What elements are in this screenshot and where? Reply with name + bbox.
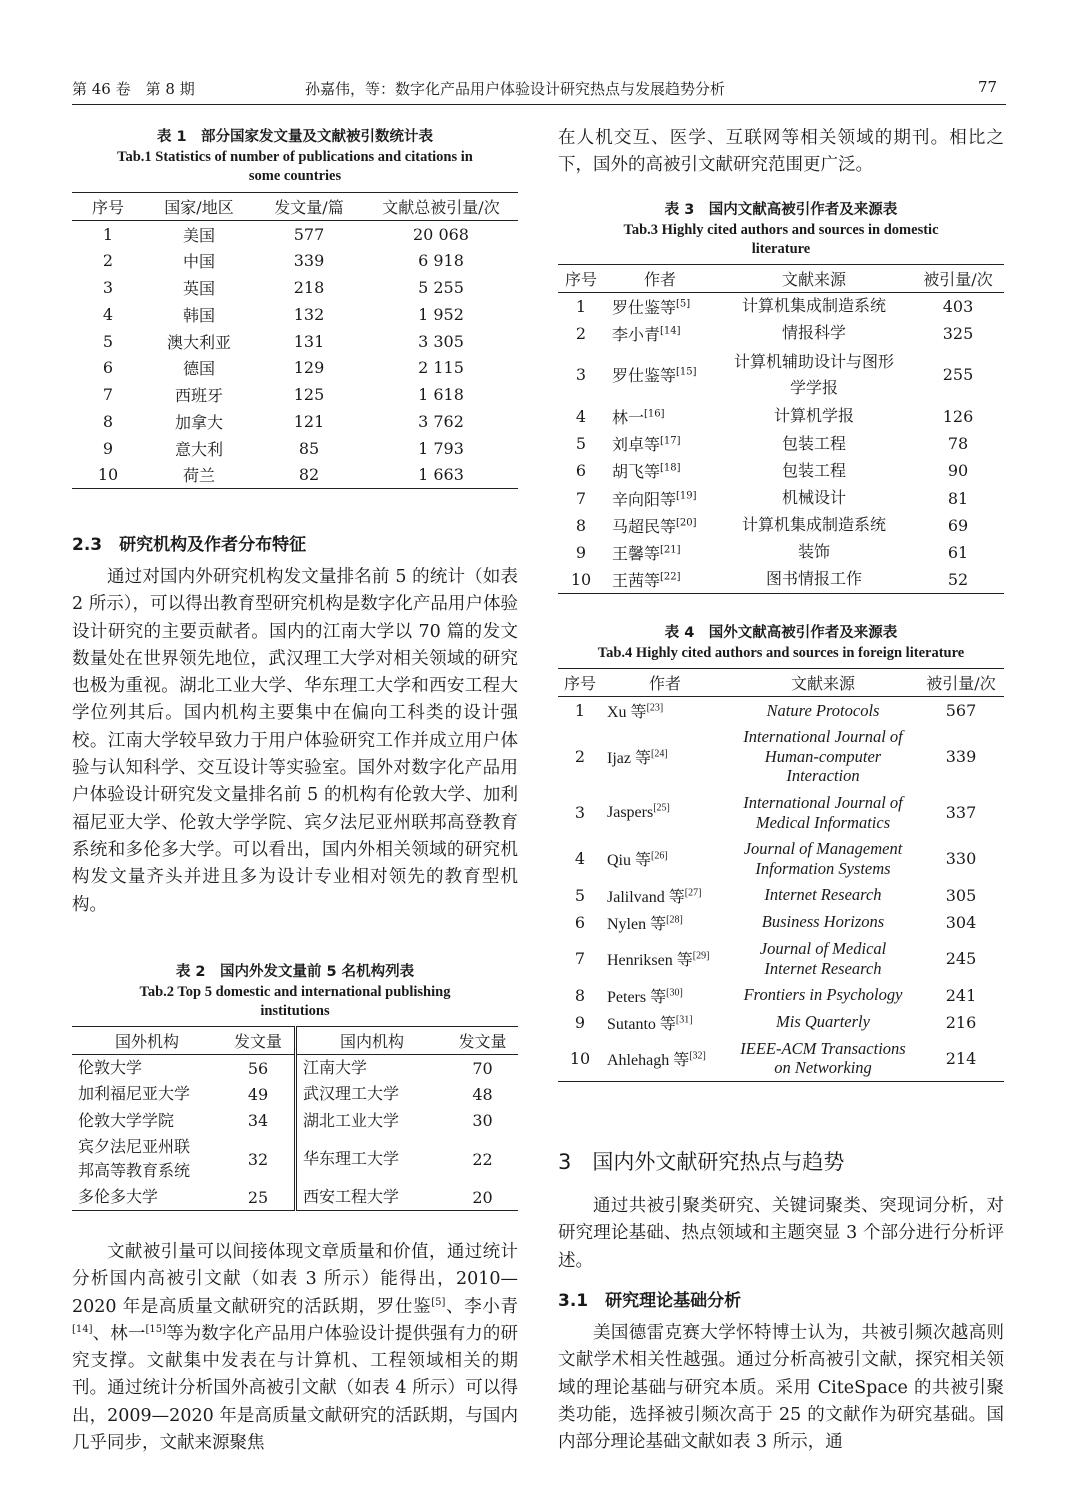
table4-cell-index: 3 xyxy=(574,803,586,822)
citation-text: 、林一 xyxy=(92,1323,146,1344)
reference-mark: [31] xyxy=(675,1014,693,1026)
table2-cell: 70 xyxy=(472,1058,493,1078)
reference-mark: [26] xyxy=(651,850,668,862)
paragraph-institutions: 通过对国内外研究机构发文量排名前 5 的统计（如表 2 所示），可以得出教育型研究机构是数字化产品用户体验设计研究的主要贡献者。国内的江南大学以 70 篇的发文数量处在世界领先地位，武汉理工大学对相关领域的研究也极为重视。湖北工业大学、华东理工大学和西安工程大学位列其后。国内机构主要集中在偏向工科类的设计强校。江南大学较早致力于用户体验研究工作并成立用户体验与认知科学、交互设计等实验室。国外对数字化产品用户体验设计研究发文量排名前 5 的机构有伦敦大学、加利福尼亚大学、伦敦大学学院、宾夕法尼亚州联邦高登教育系统和多伦多大学。可以看出，国内外相关领域的研究机构发文量齐头并进且多为设计专业相对领先的教育型机构。 xyxy=(72,567,518,915)
reference-mark: [14] xyxy=(72,1324,93,1336)
table3-cell-source: 计算机辅助设计与图形学学报 xyxy=(734,351,895,397)
table2-cell: 华东理工大学 xyxy=(296,1134,448,1184)
table3-cell-index: 7 xyxy=(575,488,587,508)
table-row xyxy=(72,1055,518,1082)
table1-cell: 6 xyxy=(102,358,114,378)
table-row xyxy=(72,1081,518,1108)
table2-cell: 加利福尼亚大学 xyxy=(78,1084,191,1104)
table2-cell: 30 xyxy=(472,1111,493,1131)
table3-cell-index: 5 xyxy=(575,434,587,454)
author-name: 林一 xyxy=(612,407,645,427)
running-header-title: 孙嘉伟，等：数字化产品用户体验设计研究热点与发展趋势分析 xyxy=(305,80,726,98)
table4-block xyxy=(558,623,1004,1082)
author-name: Ijaz 等 xyxy=(607,750,651,767)
table3-cell-cites: 255 xyxy=(942,365,974,385)
table3-cell-source: 机械设计 xyxy=(781,488,846,508)
table-row xyxy=(72,381,518,408)
table4-cell-cites: 216 xyxy=(945,1012,977,1032)
table3-cell-cites: 325 xyxy=(942,323,974,343)
table3-cell-index: 8 xyxy=(575,515,587,535)
table2-cell: 49 xyxy=(247,1084,269,1104)
table1-cell: 1 952 xyxy=(418,304,464,324)
table4-cell-author xyxy=(602,697,728,724)
table-row xyxy=(72,301,518,328)
table-row xyxy=(72,1108,518,1135)
table4-cell-source: International Journal of Medical Informatics xyxy=(743,793,903,832)
table1-cell: 4 xyxy=(102,304,114,324)
table-row xyxy=(72,247,518,274)
table1-cell: 577 xyxy=(293,224,325,244)
table3-cell-author xyxy=(604,347,716,403)
table4-cell-source: Journal of Medical Internet Research xyxy=(759,939,887,978)
table-row xyxy=(558,512,1004,539)
table-row xyxy=(72,354,518,381)
author-name: Sutanto 等 xyxy=(607,1015,676,1033)
table2-cell: 32 xyxy=(247,1149,269,1169)
table-row xyxy=(558,882,1004,909)
table4-cell-index: 6 xyxy=(574,912,586,932)
table1-cell: 英国 xyxy=(182,278,215,298)
table4-cell-index: 5 xyxy=(574,885,586,905)
table3-cell-cites: 69 xyxy=(947,515,969,535)
table-row xyxy=(558,293,1004,320)
table4-cell-author xyxy=(602,1009,728,1036)
reference-mark: [5] xyxy=(676,298,691,310)
table3-cell-source: 包装工程 xyxy=(781,460,846,480)
table4-cell-cites: 305 xyxy=(945,885,977,905)
table3-cell-author xyxy=(604,539,716,566)
table2-cell: 宾夕法尼亚州联邦高等教育系统 xyxy=(78,1137,191,1180)
table1-header: 发文量/篇 xyxy=(254,193,364,221)
table4-header: 文献来源 xyxy=(728,669,918,697)
table3-cell-author xyxy=(604,512,716,539)
table4-cell-source: International Journal of Human-computer Interaction xyxy=(743,727,903,786)
table2-block xyxy=(72,962,518,1211)
author-name: Henriksen 等 xyxy=(607,952,693,969)
table2-cell: 伦敦大学 xyxy=(78,1058,143,1077)
table1-cell: 德国 xyxy=(182,359,215,379)
table-row xyxy=(558,566,1004,593)
table3-cell-cites: 52 xyxy=(947,569,969,589)
table1-caption-cn: 表 1 部分国家发文量及文献被引数统计表 xyxy=(156,129,434,145)
table4-cell-cites: 214 xyxy=(945,1048,977,1068)
author-name: Jalilvand 等 xyxy=(607,888,685,906)
table-row xyxy=(558,457,1004,484)
table1-cell: 3 xyxy=(102,277,114,297)
table4-cell-cites: 304 xyxy=(945,912,977,932)
table1-cell: 131 xyxy=(293,331,325,351)
table1-cell: 荷兰 xyxy=(182,466,215,486)
table1-block xyxy=(72,127,518,489)
author-name: Nylen 等 xyxy=(607,915,667,933)
table4-cell-index: 4 xyxy=(574,849,586,868)
table1-cell: 5 255 xyxy=(418,277,464,297)
table-row xyxy=(72,274,518,301)
table2-cell: 25 xyxy=(247,1187,269,1207)
table3-cell-cites: 61 xyxy=(947,542,969,562)
reference-mark: [32] xyxy=(689,1050,706,1062)
table2-header: 发文量 xyxy=(447,1027,518,1055)
table-row xyxy=(558,936,1004,982)
table1-header: 文献总被引量/次 xyxy=(364,193,518,221)
table2-cell: 伦敦大学学院 xyxy=(78,1110,175,1130)
table3-header: 作者 xyxy=(604,265,716,293)
table1-cell: 8 xyxy=(102,411,114,431)
table3-cell-cites: 126 xyxy=(942,406,974,426)
table2-cell: 22 xyxy=(472,1149,493,1169)
table4 xyxy=(558,668,1004,1082)
table1-cell: 意大利 xyxy=(174,439,223,459)
reference-mark: [25] xyxy=(653,802,670,814)
reference-mark: [5] xyxy=(431,1296,446,1308)
reference-mark: [21] xyxy=(660,544,681,556)
table-row xyxy=(558,347,1004,403)
table4-cell-source: Frontiers in Psychology xyxy=(743,985,903,1005)
table-row xyxy=(72,1184,518,1211)
table4-cell-author xyxy=(602,790,728,836)
author-name: Ahlehagh 等 xyxy=(607,1051,690,1069)
reference-mark: [14] xyxy=(660,325,681,337)
table-row xyxy=(558,430,1004,457)
table3-cell-source: 情报科学 xyxy=(781,323,846,343)
table1-caption-en: Tab.1 Statistics of number of publications and citations in some countries xyxy=(117,149,473,184)
table3-cell-index: 6 xyxy=(575,461,587,481)
table2-header: 发文量 xyxy=(222,1027,296,1055)
paragraph-continued: 在人机交互、医学、互联网等相关领域的期刊。相比之下，国外的高被引文献研究范围更广泛。 xyxy=(558,128,1004,176)
table1-header: 序号 xyxy=(72,193,144,221)
table3-cell-index: 2 xyxy=(575,323,587,343)
table1-cell: 加拿大 xyxy=(174,412,223,432)
section-3-heading: 3 国内外文献研究热点与趋势 xyxy=(558,1150,845,1174)
table4-cell-cites: 567 xyxy=(945,700,977,720)
table-row xyxy=(558,836,1004,882)
table4-cell-cites: 337 xyxy=(945,803,977,822)
author-name: 罗仕鉴等 xyxy=(612,366,677,386)
author-name: Peters 等 xyxy=(607,988,667,1006)
table2-cell: 多伦多大学 xyxy=(78,1187,159,1206)
author-name: 胡飞等 xyxy=(612,462,661,482)
table3-cell-author xyxy=(604,403,716,430)
table1-cell: 6 918 xyxy=(418,251,464,271)
paragraph-citations xyxy=(72,1239,518,1457)
author-name: 李小青 xyxy=(612,324,661,344)
reference-mark: [20] xyxy=(676,517,697,529)
author-name: 辛向阳等 xyxy=(612,489,677,509)
table-row xyxy=(558,724,1004,790)
reference-mark: [18] xyxy=(660,463,681,475)
table2-cell: 江南大学 xyxy=(296,1055,448,1082)
table2-cell: 56 xyxy=(247,1058,269,1078)
table4-cell-index: 8 xyxy=(574,985,586,1005)
table1-cell: 美国 xyxy=(182,225,215,245)
table4-cell-index: 2 xyxy=(574,747,586,766)
table1-cell: 9 xyxy=(102,438,114,458)
table4-cell-author xyxy=(602,724,728,790)
table1-cell: 西班牙 xyxy=(174,386,223,406)
table3-cell-source: 图书情报工作 xyxy=(765,569,862,589)
table3-cell-index: 1 xyxy=(575,296,587,316)
table-row xyxy=(72,1134,518,1184)
table4-cell-source: Nature Protocols xyxy=(766,700,880,720)
table4-cell-source: Journal of Management Information Systems xyxy=(743,839,903,878)
table-row xyxy=(72,408,518,435)
table4-cell-source: Internet Research xyxy=(764,885,882,905)
table1-cell: 3 305 xyxy=(418,331,464,351)
section-2-3-heading: 2.3 研究机构及作者分布特征 xyxy=(72,535,307,555)
table1-cell: 125 xyxy=(293,385,325,405)
table1 xyxy=(72,192,518,489)
table2-cell: 20 xyxy=(472,1187,493,1207)
author-name: 王馨等 xyxy=(612,543,661,563)
table-row xyxy=(558,909,1004,936)
table4-cell-index: 1 xyxy=(574,700,586,720)
table4-cell-index: 7 xyxy=(574,949,586,968)
paragraph-overview: 通过共被引聚类研究、关键词聚类、突现词分析，对研究理论基础、热点领域和主题突显 3 个部分进行分析评述。 xyxy=(558,1196,1004,1271)
table4-cell-source: Business Horizons xyxy=(761,912,885,932)
table2-caption-cn: 表 2 国内外发文量前 5 名机构列表 xyxy=(175,964,415,980)
table3-cell-author xyxy=(604,457,716,484)
table1-cell: 3 762 xyxy=(418,411,464,431)
table3-cell-cites: 403 xyxy=(942,296,974,316)
table4-cell-source: IEEE-ACM Transactions on Networking xyxy=(740,1038,906,1078)
table3-cell-index: 3 xyxy=(575,365,587,385)
table3-cell-source: 计算机学报 xyxy=(773,406,854,426)
table-row xyxy=(72,221,518,248)
table4-cell-index: 9 xyxy=(574,1012,586,1032)
table1-cell: 澳大利亚 xyxy=(166,332,231,352)
paragraph-theory: 美国德雷克赛大学怀特博士认为，共被引频次越高则文献学术相关性越强。通过分析高被引文献，探究相关领域的理论基础与研究本质。采用 CiteSpace 的共被引聚类功能，选择被引频次高于 25 的文献作为研究基础。国内部分理论基础文献如表 3 所示，通 xyxy=(558,1323,1004,1453)
reference-mark: [16] xyxy=(644,408,665,420)
reference-mark: [15] xyxy=(145,1324,166,1336)
table3-cell-source: 装饰 xyxy=(797,542,830,562)
reference-mark: [24] xyxy=(650,748,668,760)
author-name: 马超民等 xyxy=(612,516,677,536)
table3-cell-index: 10 xyxy=(570,569,592,589)
table4-cell-cites: 330 xyxy=(945,849,977,868)
reference-mark: [19] xyxy=(676,490,697,502)
table2-header: 国内机构 xyxy=(296,1027,448,1055)
reference-mark: [17] xyxy=(660,435,681,447)
table1-cell: 2 xyxy=(102,251,114,271)
table3-caption-en: Tab.3 Highly cited authors and sources in domestic literature xyxy=(623,222,939,257)
table2-cell: 武汉理工大学 xyxy=(296,1081,448,1108)
table1-cell: 2 115 xyxy=(418,358,464,378)
table1-cell: 1 793 xyxy=(418,438,464,458)
table-row xyxy=(558,790,1004,836)
reference-mark: [15] xyxy=(676,367,697,379)
table1-cell: 1 618 xyxy=(418,385,464,405)
table3-caption-cn: 表 3 国内文献高被引作者及来源表 xyxy=(664,202,898,218)
reference-mark: [29] xyxy=(692,950,710,962)
table2-cell: 西安工程大学 xyxy=(296,1184,448,1211)
table2-cell: 48 xyxy=(472,1084,493,1104)
table1-cell: 10 xyxy=(97,465,119,485)
table4-cell-author xyxy=(602,836,728,882)
table1-cell: 218 xyxy=(293,277,325,297)
table1-cell: 85 xyxy=(298,438,320,458)
table3-cell-author xyxy=(604,320,716,347)
table3-header: 被引量/次 xyxy=(912,265,1004,293)
table3-cell-cites: 78 xyxy=(947,434,969,454)
citation-text: 、李小青 xyxy=(445,1296,518,1317)
table2-cell: 湖北工业大学 xyxy=(296,1108,448,1135)
table3-cell-author xyxy=(604,566,716,593)
table4-cell-source: Mis Quarterly xyxy=(776,1012,870,1032)
table3-block xyxy=(558,200,1004,594)
table3-cell-source: 包装工程 xyxy=(781,433,846,453)
table1-cell: 132 xyxy=(293,304,325,324)
table2-header: 国外机构 xyxy=(72,1027,222,1055)
table3-cell-index: 4 xyxy=(575,406,587,426)
table1-cell: 5 xyxy=(102,331,114,351)
table4-cell-author xyxy=(602,882,728,909)
table1-cell: 7 xyxy=(102,385,114,405)
table4-header: 序号 xyxy=(558,669,602,697)
table3-cell-source: 计算机集成制造系统 xyxy=(741,515,886,535)
author-name: Qiu 等 xyxy=(607,852,652,869)
table2 xyxy=(72,1026,518,1211)
table3-cell-cites: 81 xyxy=(947,488,969,508)
table1-cell: 121 xyxy=(293,411,325,431)
table-row xyxy=(558,697,1004,724)
author-name: 刘卓等 xyxy=(612,435,661,455)
table4-cell-index: 10 xyxy=(569,1048,591,1068)
table3-cell-author xyxy=(604,484,716,511)
table4-header: 作者 xyxy=(602,669,728,697)
table-row xyxy=(558,1009,1004,1036)
author-name: Xu 等 xyxy=(607,703,647,721)
reference-mark: [30] xyxy=(666,987,683,999)
table1-cell: 339 xyxy=(293,251,325,271)
citation-text: 文献被引量可以间接体现文章质量和价值，通过统计分析国内高被引文献（如表 3 所示）能得出，2010—2020 年是高质量文献研究的活跃期，罗仕鉴 xyxy=(72,1242,518,1317)
section-3-1-heading: 3.1 研究理论基础分析 xyxy=(558,1291,742,1311)
table-row xyxy=(72,328,518,355)
reference-mark: [28] xyxy=(666,914,683,926)
table-row xyxy=(558,320,1004,347)
reference-mark: [23] xyxy=(646,702,664,714)
table1-cell: 1 xyxy=(102,224,114,244)
table-row xyxy=(558,1036,1004,1082)
table4-cell-author xyxy=(602,1036,728,1082)
table4-cell-cites: 241 xyxy=(945,985,977,1005)
header-rule xyxy=(72,104,1006,105)
table1-cell: 129 xyxy=(293,358,325,378)
table1-cell: 韩国 xyxy=(182,305,215,325)
table1-cell: 1 663 xyxy=(418,465,464,485)
table4-cell-cites: 339 xyxy=(945,747,977,766)
table3-header: 文献来源 xyxy=(716,265,912,293)
table3-cell-author xyxy=(604,430,716,457)
table4-caption-en: Tab.4 Highly cited authors and sources in foreign literature xyxy=(597,645,965,661)
table3-cell-index: 9 xyxy=(575,542,587,562)
table3-cell-source: 计算机集成制造系统 xyxy=(741,296,886,316)
table3-header: 序号 xyxy=(558,265,604,293)
running-header-volume: 第 46 卷 第 8 期 xyxy=(72,80,195,98)
table2-caption-en: Tab.2 Top 5 domestic and international publishing institutions xyxy=(139,984,451,1019)
table-row xyxy=(558,484,1004,511)
table3-cell-author xyxy=(604,293,716,320)
table2-cell: 34 xyxy=(247,1111,269,1131)
table-row xyxy=(558,403,1004,430)
reference-mark: [22] xyxy=(660,571,681,583)
table4-caption-cn: 表 4 国外文献高被引作者及来源表 xyxy=(664,625,898,641)
table4-cell-author xyxy=(602,982,728,1009)
table1-cell: 中国 xyxy=(182,252,215,272)
table4-cell-author xyxy=(602,936,728,982)
table1-header: 国家/地区 xyxy=(144,193,254,221)
page-number: 77 xyxy=(978,78,998,96)
table-row xyxy=(558,982,1004,1009)
table1-cell: 82 xyxy=(298,465,320,485)
author-name: Jaspers xyxy=(607,803,654,821)
table-row xyxy=(72,462,518,489)
author-name: 罗仕鉴等 xyxy=(612,297,677,317)
author-name: 王茜等 xyxy=(612,570,661,590)
reference-mark: [27] xyxy=(684,887,702,899)
table-row xyxy=(558,539,1004,566)
table4-cell-cites: 245 xyxy=(945,949,977,968)
table4-cell-author xyxy=(602,909,728,936)
table3-cell-cites: 90 xyxy=(947,461,969,481)
table4-header: 被引量/次 xyxy=(918,669,1004,697)
table-row xyxy=(72,435,518,462)
citation-text: 等为数字化产品用户体验设计提供强有力的研究支撑。文献集中发表在与计算机、工程领域相关的期刊。通过统计分析国外高被引文献（如表 4 所示）可以得出，2009—2020 年是高质量文献研究的活跃期，与国内几乎同步，文献来源聚焦 xyxy=(72,1323,518,1454)
table3 xyxy=(558,264,1004,594)
table1-cell: 20 068 xyxy=(413,224,469,244)
